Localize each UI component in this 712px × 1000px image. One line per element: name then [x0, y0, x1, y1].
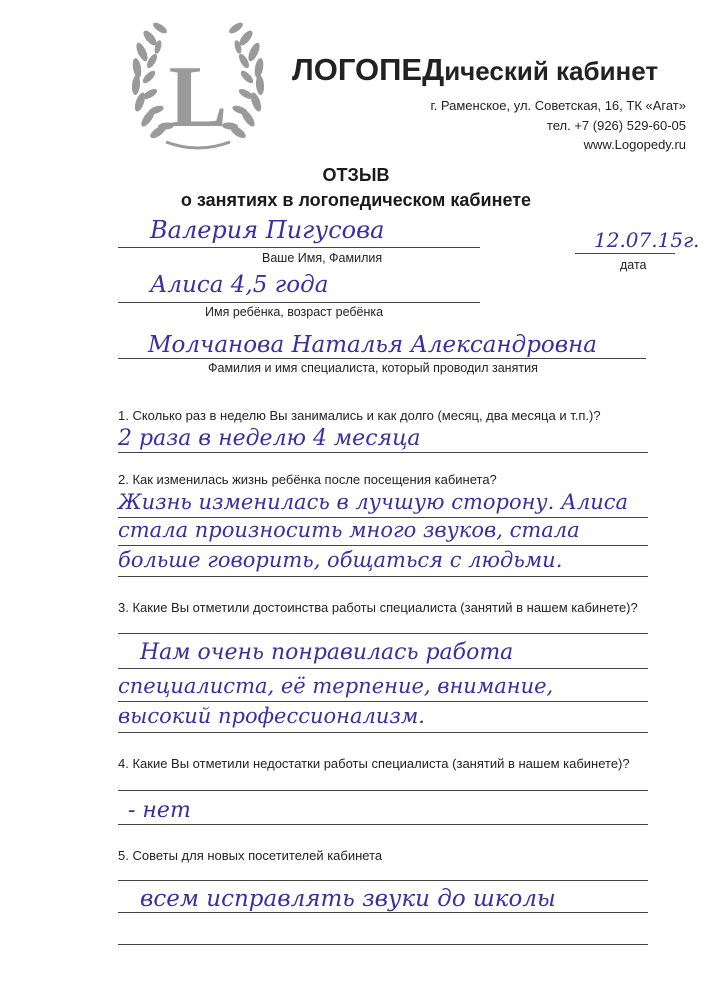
- answer-line: [118, 701, 648, 702]
- child-value: Алиса 4,5 года: [150, 272, 329, 298]
- answer-line: [118, 576, 648, 577]
- answer-line: [118, 824, 648, 825]
- date-line: [575, 253, 675, 254]
- answer-2-line-3: больше говорить, общаться с людьми.: [118, 548, 563, 572]
- child-label: Имя ребёнка, возраст ребёнка: [205, 305, 384, 319]
- specialist-label: Фамилия и имя специалиста, который проводил занятия: [208, 361, 538, 375]
- page-title: ОТЗЫВ: [322, 165, 390, 185]
- question-5: 5. Советы для новых посетителей кабинета: [118, 848, 383, 863]
- website: www.Logopedy.ru: [583, 137, 686, 152]
- answer-3-line-2: специалиста, её терпение, внимание,: [118, 674, 554, 698]
- logo: [118, 14, 278, 164]
- page-subtitle: о занятиях в логопедическом кабинете: [180, 190, 532, 210]
- specialist-value: Молчанова Наталья Александровна: [148, 332, 598, 358]
- name-value: Валерия Пигусова: [150, 216, 385, 244]
- answer-line: [118, 633, 648, 634]
- answer-line: [118, 732, 648, 733]
- address: г. Раменское, ул. Советская, 16, ТК «Агат»: [430, 98, 686, 113]
- phone: тел. +7 (926) 529-60-05: [546, 118, 686, 133]
- answer-line: [118, 880, 648, 881]
- answer-4-line-1: - нет: [128, 798, 191, 823]
- specialist-line: [118, 358, 646, 359]
- brand-main: ЛОГОПЕД: [292, 52, 445, 87]
- answer-2-line-1: Жизнь изменилась в лучшую сторону. Алиса: [118, 490, 629, 514]
- laurel-wreath-icon: [118, 14, 278, 164]
- answer-line: [118, 545, 648, 546]
- answer-line: [118, 912, 648, 913]
- answer-line: [118, 944, 648, 945]
- logo-letter: L: [168, 49, 228, 146]
- question-3: 3. Какие Вы отметили достоинства работы специалиста (занятий в нашем кабинете)?: [118, 600, 638, 615]
- answer-2-line-2: стала произносить много звуков, стала: [118, 518, 580, 542]
- answer-3-line-3: высокий профессионализм.: [118, 704, 425, 728]
- brand-title: [292, 52, 658, 88]
- answer-3-line-1: Нам очень понравилась работа: [140, 640, 514, 665]
- answer-line: [118, 790, 648, 791]
- date-value: 12.07.15г.: [594, 228, 700, 252]
- question-4: 4. Какие Вы отметили недостатки работы специалиста (занятий в нашем кабинете)?: [118, 756, 630, 771]
- date-label: дата: [620, 258, 647, 272]
- answer-5-line-1: всем исправлять звуки до школы: [140, 886, 556, 912]
- answer-line: [118, 452, 648, 453]
- child-line: [118, 302, 480, 303]
- name-label: Ваше Имя, Фамилия: [262, 251, 383, 265]
- question-1: 1. Сколько раз в неделю Вы занимались и как долго (месяц, два месяца и т.п.)?: [118, 408, 601, 423]
- answer-1-line-1: 2 раза в неделю 4 месяца: [118, 426, 421, 451]
- answer-line: [118, 668, 648, 669]
- brand-suffix: ический кабинет: [444, 56, 659, 86]
- question-2: 2. Как изменилась жизнь ребёнка после посещения кабинета?: [118, 472, 497, 487]
- name-line: [118, 247, 480, 248]
